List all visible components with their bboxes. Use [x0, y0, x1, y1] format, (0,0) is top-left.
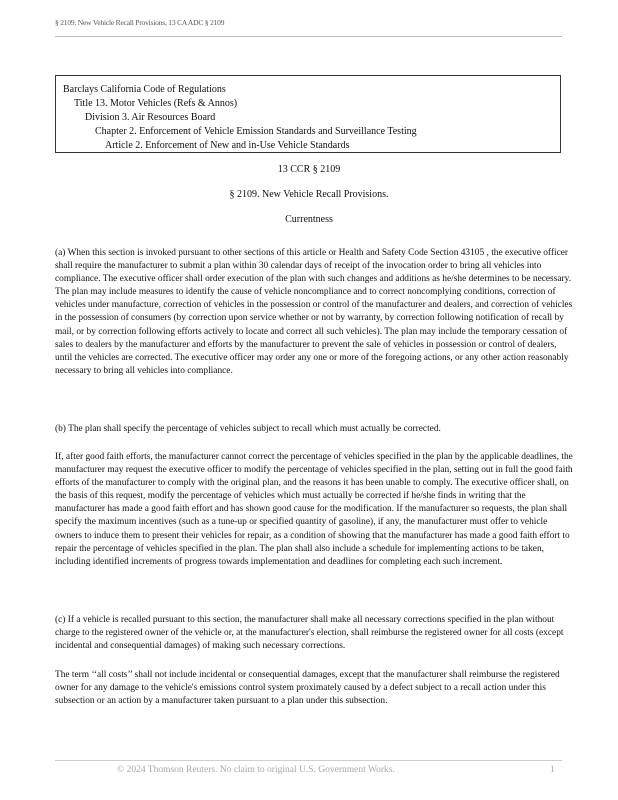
- publication-title: Barclays California Code of Regulations: [63, 84, 226, 95]
- title-link[interactable]: Title 13. Motor Vehicles (Refs & Annos): [74, 98, 238, 109]
- paragraph-c: [55, 614, 575, 653]
- running-head: § 2109. New Vehicle Recall Provisions, 13 CA ADC § 2109: [55, 18, 225, 27]
- paragraph-c-continued: [55, 669, 575, 708]
- header-divider: [55, 36, 562, 37]
- page-number: 1: [550, 765, 555, 775]
- paragraph-b2-text: If, after good faith efforts, the manufacturer cannot correct the percentage of vehicles specified in the plan by the applicable deadlines, the manufacturer may request the executive officer to modify the percentage of vehicles specified in the plan, setting out in full the good faith efforts of the manufacturer to comply with the original plan, and the reasons it has been unable to comply. The executive officer shall, on the basis of this request, modify the percentage of vehicles which must actually be corrected if he/she finds in writing that the manufacturer has made a good faith effort and has shown good cause for the modification. If the manufacturer so requests, the plan shall specify the maximum incentives (such as a tune-up or specified quantity of gasoline), if any, the manufacturer must offer to vehicle owners to induce them to present their vehicles for repair, as a condition of showing that the manufacturer has made a good faith effort to repair the percentage of vehicles specified in the plan. The plan shall also include a schedule for implementing actions to be taken, including identified increments of progress towards implementation and deadlines for completing each such increment.: [55, 452, 573, 567]
- paragraph-b-continued: [55, 451, 575, 569]
- paragraph-c-text: (c) If a vehicle is recalled pursuant to this section, the manufacturer shall make all necessary corrections specified in the plan without charge to the registered owner of the vehicle or, at the manufacturer's election, shall reimburse the registered owner for all costs (except incidental and consequential damages) of making such necessary corrections.: [55, 615, 564, 652]
- paragraph-c2-text: The term ‘‘all costs’’ shall not include incidental or consequential damages, except that the manufacturer shall reimburse the registered owner for any damage to the vehicle's emissions control system proximately caused by a defect subject to a recall action under this subsection or an action by a manufacturer taken pursuant to a plan under this subsection.: [55, 670, 560, 707]
- paragraph-a: [55, 247, 575, 378]
- currentness-link[interactable]: Currentness: [285, 214, 333, 225]
- chapter-link[interactable]: Chapter 2. Enforcement of Vehicle Emission Standards and Surveillance Testing: [95, 126, 417, 137]
- citation-hierarchy-box: [55, 75, 561, 153]
- paragraph-a-text: (a) When this section is invoked pursuant to other sections of this article or Health and Safety Code Section 43105 , the executive officer shall require the manufacturer to submit a plan within 30 calendar days of receipt of the invocation order to bring all vehicles into compliance. The executive officer shall order execution of the plan with such changes and additions as he/she determines to be necessary. The plan may include measures to identify the cause of vehicle noncompliance and to correct noncomplying conditions, correction of vehicles under manufacture, correction of vehicles in the possession or control of the manufacturer and dealers, and correction of vehicles in the possession of consumers (by correction upon service whether or not by warranty, by correction following notification of recall by mail, or by correction following efforts actively to locate and correct all such vehicles). The plan may include the temporary cessation of sales to dealers by the manufacturer and efforts by the manufacturer to prevent the sale of vehicles in possession or control of dealers, until the vehicles are corrected. The executive officer may order any one or more of the foregoing actions, or any other action reasonably necessary to bring all vehicles into compliance.: [55, 248, 573, 376]
- paragraph-b: [55, 423, 575, 436]
- paragraph-b-text: (b) The plan shall specify the percentage of vehicles subject to recall which must actually be corrected.: [55, 424, 441, 434]
- section-title: § 2109. New Vehicle Recall Provisions.: [229, 189, 389, 200]
- article-link[interactable]: Article 2. Enforcement of New and in-Use Vehicle Standards: [105, 140, 350, 151]
- citation-number: 13 CCR § 2109: [277, 164, 341, 175]
- division-link[interactable]: Division 3. Air Resources Board: [85, 112, 216, 123]
- footer-divider: [55, 760, 562, 761]
- copyright-footer: © 2024 Thomson Reuters. No claim to original U.S. Government Works.: [117, 765, 395, 775]
